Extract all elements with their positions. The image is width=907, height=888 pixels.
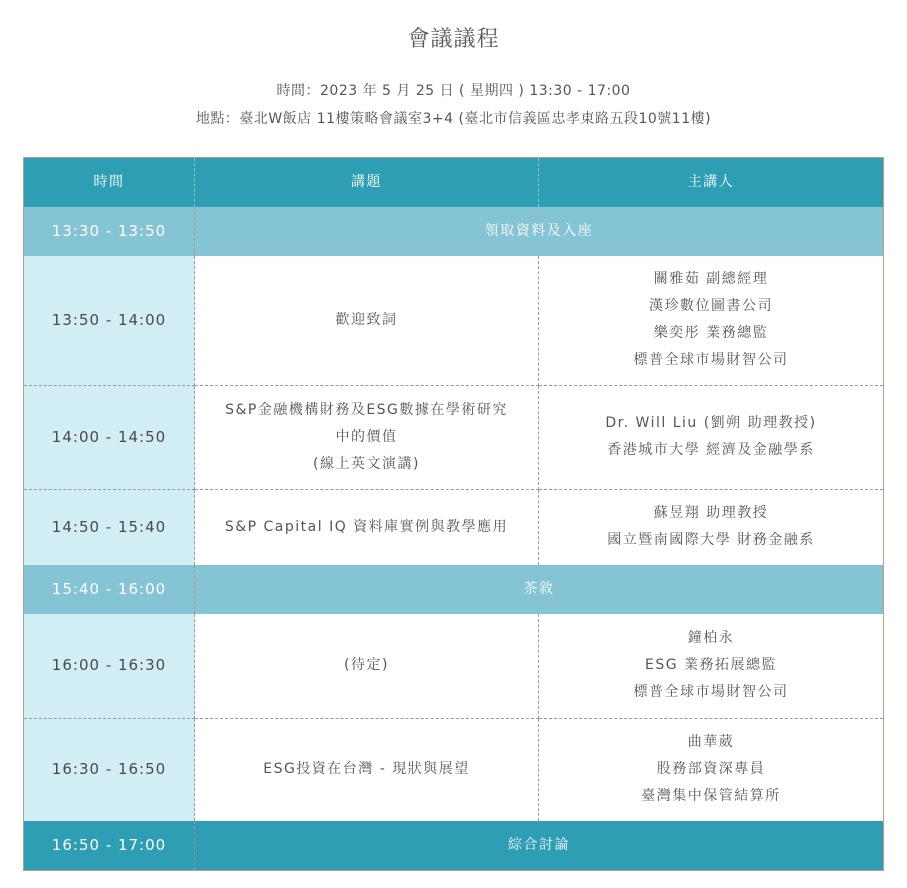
speaker-line: 曲華葳 bbox=[687, 734, 735, 751]
row-speaker bbox=[539, 614, 884, 718]
speaker-line: 關雅茹 副總經理 bbox=[653, 271, 769, 288]
row-time: 15:40 - 16:00 bbox=[24, 565, 195, 614]
row-time: 16:00 - 16:30 bbox=[24, 614, 195, 718]
table-row bbox=[24, 614, 884, 718]
row-topic bbox=[195, 256, 539, 385]
table-header-row bbox=[24, 158, 884, 208]
speaker-line: 樂奕彤 業務總監 bbox=[653, 325, 769, 342]
row-time: 13:50 - 14:00 bbox=[24, 256, 195, 385]
header-topic: 講題 bbox=[195, 158, 539, 208]
speaker-line: 蘇昱翔 助理教授 bbox=[653, 505, 769, 522]
topic-line: ESG投資在台灣 - 現狀與展望 bbox=[263, 761, 470, 778]
table-row bbox=[24, 718, 884, 821]
event-location: 地點：臺北W飯店 11樓策略會議室3+4 (臺北市信義區忠孝東路五段10號11樓) bbox=[195, 111, 712, 127]
speaker-line: 標普全球市場財智公司 bbox=[633, 684, 789, 701]
agenda-table bbox=[23, 157, 884, 871]
speaker-line: Dr. Will Liu (劉朔 助理教授) bbox=[605, 415, 817, 431]
row-time: 16:30 - 16:50 bbox=[24, 718, 195, 821]
row-time: 14:50 - 15:40 bbox=[24, 489, 195, 565]
event-time: 時間：2023 年 5 月 25 日 ( 星期四 ) 13:30 - 17:00 bbox=[276, 83, 631, 99]
speaker-line: 鐘柏永 bbox=[687, 630, 735, 647]
row-time: 13:30 - 13:50 bbox=[24, 207, 195, 256]
table-row bbox=[24, 207, 884, 256]
speaker-line: 香港城市大學 經濟及金融學系 bbox=[607, 442, 815, 458]
topic-line: 中的價值 bbox=[335, 428, 398, 445]
topic-line: (線上英文演講) bbox=[313, 455, 420, 472]
speaker-line: 國立暨南國際大學 財務金融系 bbox=[607, 532, 815, 549]
row-speaker bbox=[539, 489, 884, 565]
row-topic bbox=[195, 614, 539, 718]
table-row bbox=[24, 565, 884, 614]
row-activity: 茶敘 bbox=[195, 565, 884, 614]
row-time: 16:50 - 17:00 bbox=[24, 821, 195, 871]
table-row bbox=[24, 489, 884, 565]
table-row bbox=[24, 821, 884, 871]
page-title: 會議議程 bbox=[407, 27, 500, 52]
table-row bbox=[24, 385, 884, 489]
row-time: 14:00 - 14:50 bbox=[24, 385, 195, 489]
row-topic bbox=[195, 385, 539, 489]
speaker-line: 股務部資深專員 bbox=[656, 761, 766, 778]
speaker-line: ESG 業務拓展總監 bbox=[644, 657, 778, 674]
speaker-line: 標普全球市場財智公司 bbox=[633, 352, 789, 369]
row-topic bbox=[195, 718, 539, 821]
row-activity: 綜合討論 bbox=[195, 821, 884, 871]
table-row bbox=[24, 256, 884, 385]
topic-line: S&P金融機構財務及ESG數據在學術研究 bbox=[225, 401, 508, 418]
header-speaker: 主講人 bbox=[539, 158, 884, 208]
topic-line: S&P Capital IQ 資料庫實例與教學應用 bbox=[224, 518, 509, 535]
header-time: 時間 bbox=[24, 158, 195, 208]
row-topic bbox=[195, 489, 539, 565]
row-speaker bbox=[539, 718, 884, 821]
row-speaker bbox=[539, 256, 884, 385]
row-speaker bbox=[539, 385, 884, 489]
row-activity: 領取資料及入座 bbox=[195, 207, 884, 256]
speaker-line: 漢珍數位圖書公司 bbox=[649, 298, 773, 315]
speaker-line: 臺灣集中保管結算所 bbox=[641, 788, 781, 805]
topic-line: (待定) bbox=[344, 657, 389, 674]
topic-line: 歡迎致詞 bbox=[335, 311, 398, 328]
